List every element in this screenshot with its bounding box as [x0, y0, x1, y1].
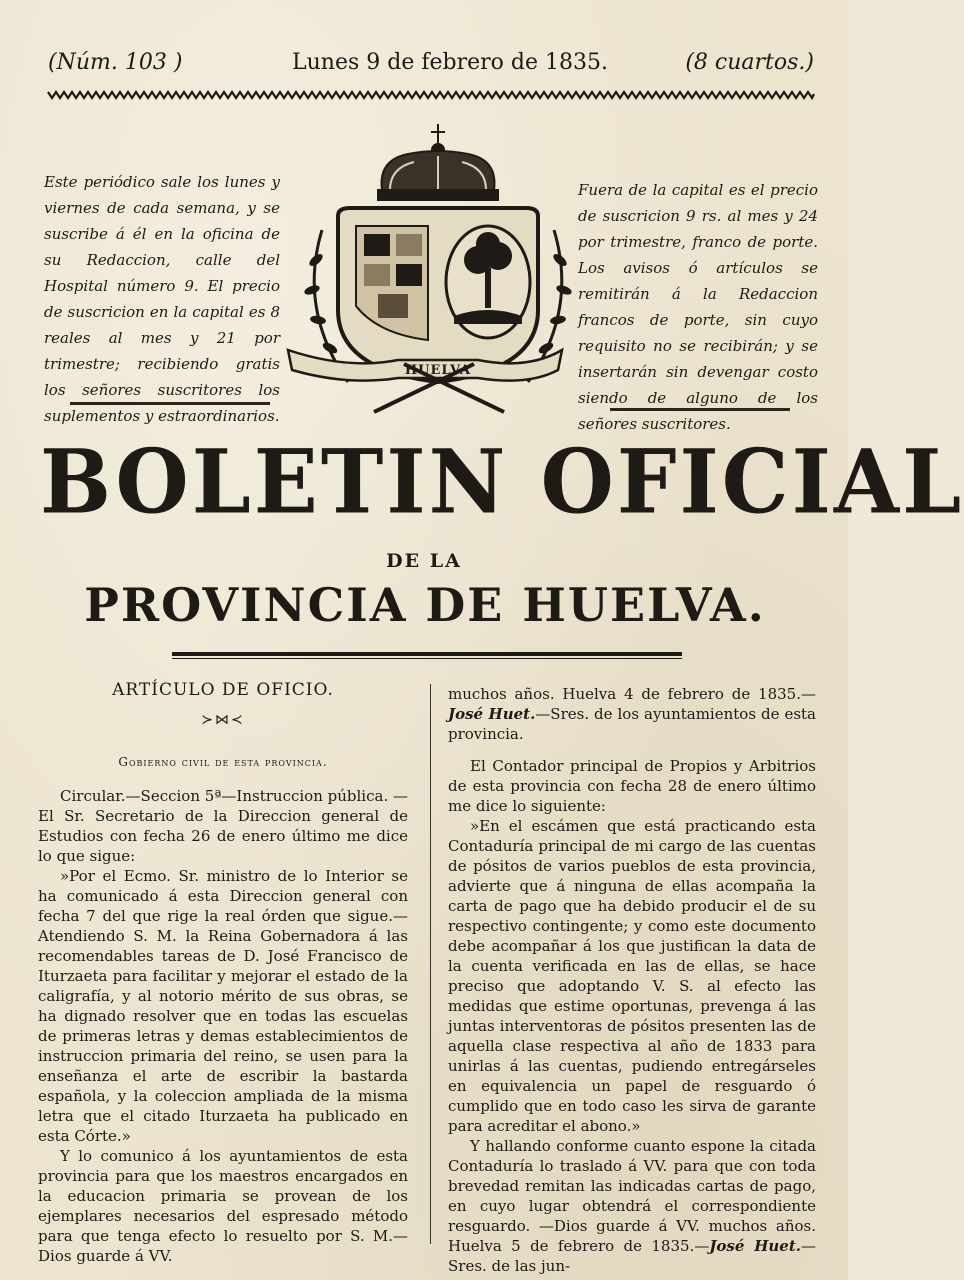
signature-2: José Huet.	[709, 1237, 801, 1255]
issue-price: (8 cuartos.)	[685, 50, 814, 75]
issue-date: Lunes 9 de febrero de 1835.	[292, 50, 608, 75]
signature: José Huet.	[448, 705, 536, 723]
subheading: Gobierno civil de esta provincia.	[118, 755, 328, 769]
title-divider-thin	[172, 658, 682, 659]
divider-left	[70, 402, 270, 405]
left-column	[38, 676, 408, 1266]
closing-paragraph	[448, 684, 816, 744]
zigzag-border-icon	[48, 90, 814, 100]
title-connector: DE LA	[386, 550, 462, 572]
final-paragraph	[448, 1136, 816, 1276]
province-title: PROVINCIA DE HUELVA.	[84, 578, 766, 632]
circular-intro: Circular.—Seccion 5ª—Instruccion pública. —El Sr. Secretario de la Direccion general de Estudios con fecha 26 de enero último me dice lo que sigue:	[38, 787, 408, 865]
masthead-line	[48, 50, 814, 84]
royal-order-text: »Por el Ecmo. Sr. ministro de lo Interior se ha comunicado á esta Direccion general con fecha 7 del que rige la real órden que sigue.—Atendiendo S. M. la Reina Gobernadora á las recomendables tareas de D. José Francisco de Iturzaeta para facilitar y mejorar el estado de la caligrafía, y al notorio mérito de sus obras, se ha dignado resolver que en todas las escuelas de primeras letras y demas establecimientos de instruccion primaria del reino, se usen para la enseñanza el arte de escribir la bastarda española, y la coleccion ampliada de la misma letra que el citado Iturzaeta ha publicado en esta Córte.»	[38, 867, 408, 1145]
section-heading: ARTÍCULO DE OFICIO.	[112, 680, 334, 700]
column-divider	[430, 684, 431, 1244]
contador-paragraph: El Contador principal de Propios y Arbitrios de esta provincia con fecha 28 de enero último me dice lo siguiente:	[448, 757, 816, 815]
final-end: —Sres. de las jun-	[448, 1237, 816, 1275]
issue-number: (Núm. 103 )	[48, 50, 183, 75]
right-column	[448, 684, 816, 1276]
subscription-note-left: Este periódico sale los lunes y viernes de cada semana, y se suscribe á él en la oficina de su Redaccion, calle del Hospital número 9. El precio de suscricion en la capital es 8 reales al mes y 21 por trimestre; recibiendo gratis los señores suscritores los suplementos y estraordinarios.	[44, 173, 280, 425]
divider-right	[610, 408, 790, 411]
contaduria-quote: »En el escámen que está practicando esta Contaduría principal de mi cargo de las cuentas de pósitos de varios pueblos de esta provincia, advierte que á ninguna de ellas acompaña la carta de pago que ha debido producir el de su respectivo contingente; y como este documento debe acompañar á los que justifican la data de la cuenta verificada en las de ellas, se hace preciso que adoptando V. S. al efecto las medidas que estime oportunas, prevenga á las juntas interventoras de pósitos presenten las de aquella clase respectiva al año de 1833 para unirlas á las cuentas, pudiendo entregárseles en equivalencia un papel de resguardo ó cumplido que en todo caso les sirva de garante para acreditar el abono.»	[448, 817, 816, 1135]
final-start: Y hallando conforme cuanto espone la citada Contaduría lo traslado á VV. para que con toda brevedad remitan las indicadas cartas de pago, en cuyo lugar obtendrá el correspondiente resguardo. —Dios guarde á VV. muchos años. Huelva 5 de febrero de 1835.—	[448, 1137, 816, 1255]
coat-of-arms-icon	[278, 120, 568, 420]
title-divider	[172, 652, 682, 656]
newspaper-title: BOLETIN OFICIAL	[40, 429, 964, 534]
communication-paragraph: Y lo comunico á los ayuntamientos de esta provincia para que los maestros encargados en la educacion primaria se provean de los ejemplares necesarios del espresado método para que tenga efecto lo resuelto por S. M.—Dios guarde á VV.	[38, 1147, 408, 1265]
closing-end: —Sres. de los ayuntamientos de esta provincia.	[448, 705, 816, 743]
ornament-icon: ≻⋈≺	[201, 712, 245, 728]
closing-start: muchos años. Huelva 4 de febrero de 1835.—	[448, 685, 816, 703]
emblem-ribbon-text: HUELVA	[404, 363, 472, 378]
subscription-note-right: Fuera de la capital es el precio de suscricion 9 rs. al mes y 24 por trimestre, franco de porte. Los avisos ó artículos se remitirán á la Redaccion francos de porte, sin cuyo requisito no se recibirán; y se insertarán sin devengar costo siendo de alguno de los señores suscritores.	[578, 181, 818, 433]
